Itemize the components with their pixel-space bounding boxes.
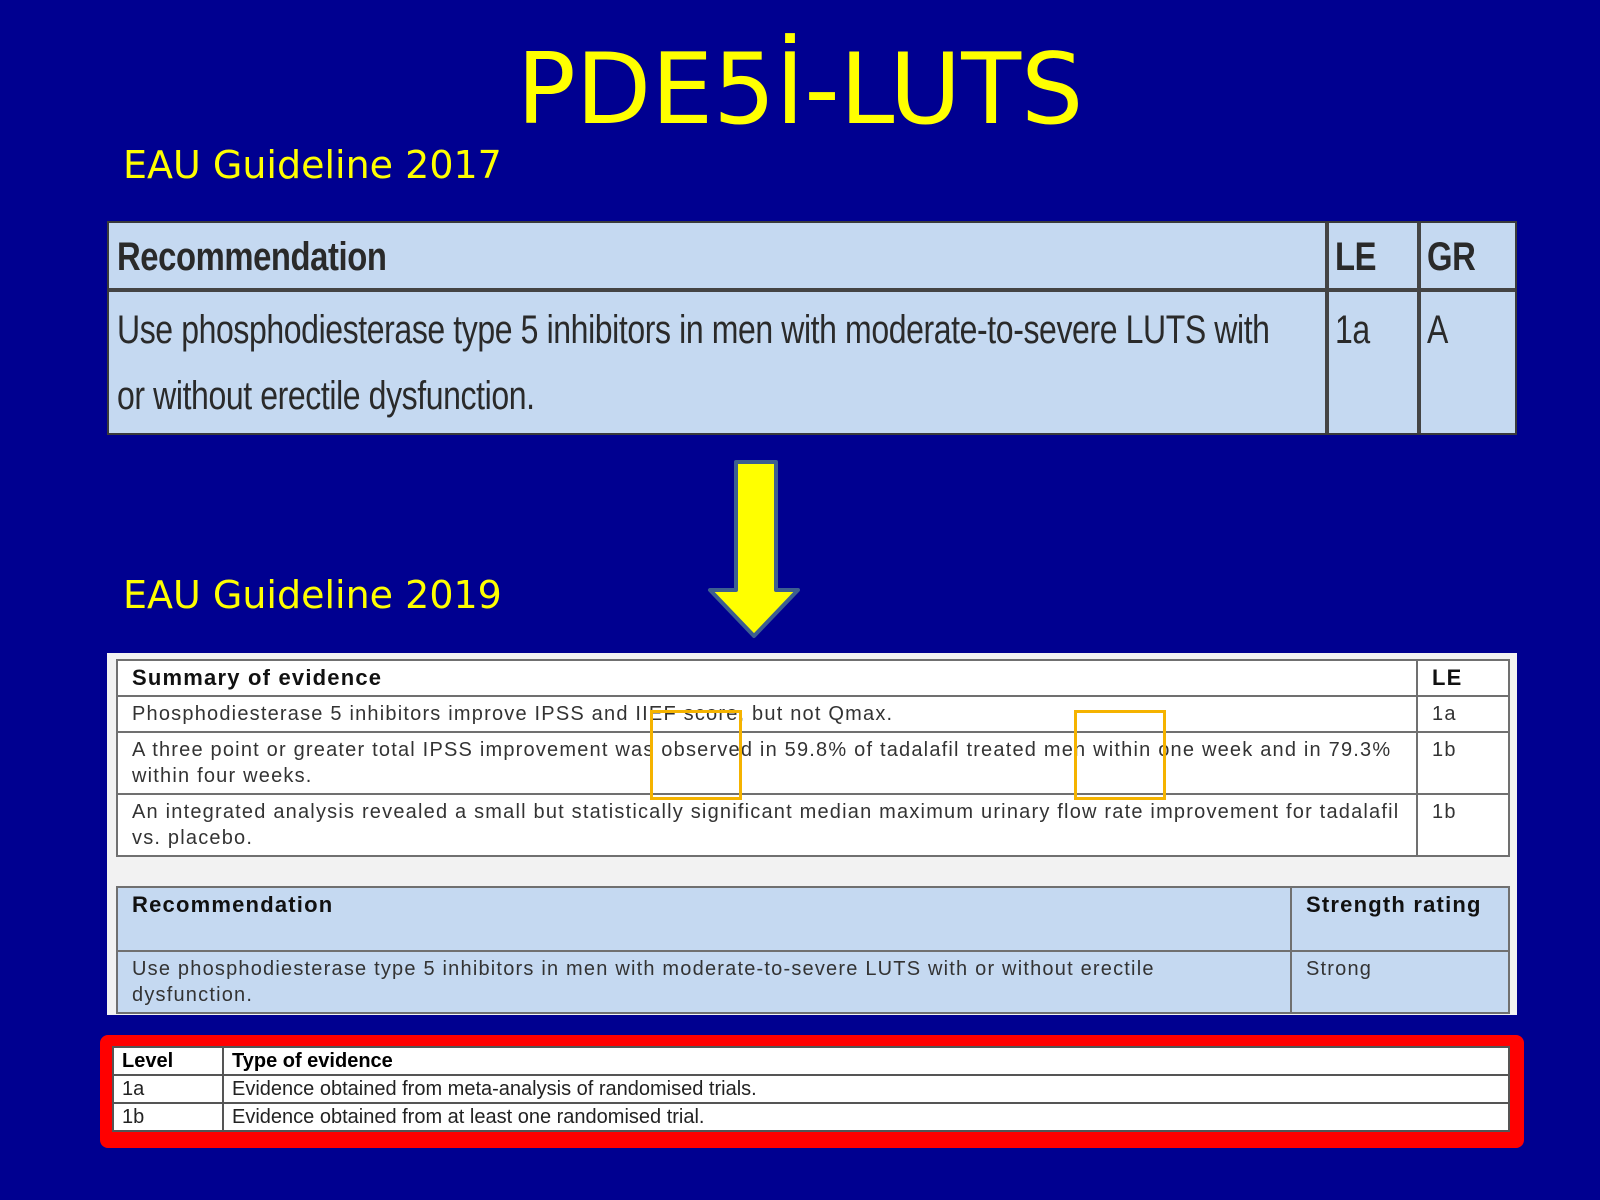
- gr-value: A: [1427, 308, 1448, 352]
- le-value: 1b: [1417, 732, 1509, 794]
- highlight-box: [650, 710, 742, 800]
- highlight-box: [1074, 710, 1166, 800]
- header-type-of-evidence: Type of evidence: [223, 1047, 1509, 1075]
- summary-text: An integrated analysis revealed a small but statistically significant median maximum urinary flow rate improvement for tadalafil vs. placebo.: [117, 794, 1417, 856]
- summary-text: Phosphodiesterase 5 inhibitors improve IPSS and IIEF score, but not Qmax.: [117, 696, 1417, 732]
- table-row: [113, 1103, 1509, 1131]
- strength-value: Strong: [1291, 951, 1509, 1013]
- recommendation-text: Use phosphodiesterase type 5 inhibitors in men with moderate-to-severe LUTS with or without erectile dysfunction.: [117, 951, 1291, 1013]
- table-divider: [1325, 223, 1329, 433]
- recommendation-text: Use phosphodiesterase type 5 inhibitors in men with moderate-to-severe LUTS with or without erectile dysfunction.: [117, 308, 1270, 418]
- slide-title: PDE5İ-LUTS: [516, 33, 1084, 147]
- header-recommendation: Recommendation: [117, 235, 387, 279]
- guideline-2019-panel: [107, 653, 1517, 1015]
- header-le: LE: [1417, 660, 1509, 696]
- header-strength-rating: Strength rating: [1291, 887, 1509, 951]
- level-value: 1a: [113, 1075, 223, 1103]
- level-value: 1b: [113, 1103, 223, 1131]
- evidence-levels-legend: [100, 1035, 1524, 1148]
- guideline-2019-label: EAU Guideline 2019: [123, 573, 502, 617]
- table-row: [113, 1075, 1509, 1103]
- evidence-type: Evidence obtained from at least one randomised trial.: [223, 1103, 1509, 1131]
- summary-text: A three point or greater total IPSS improvement was observed in 59.8% of tadalafil treated men within one week and in 79.3% within four weeks.: [117, 732, 1417, 794]
- le-value: 1a: [1335, 308, 1370, 352]
- table-header-row: [113, 1047, 1509, 1075]
- table-header-row: [117, 887, 1509, 951]
- le-value: 1a: [1417, 696, 1509, 732]
- evidence-levels-table: [112, 1046, 1510, 1132]
- table-header-row: [117, 660, 1509, 696]
- guideline-2017-table: [107, 221, 1517, 435]
- header-gr: GR: [1427, 235, 1476, 279]
- guideline-2017-label: EAU Guideline 2017: [123, 143, 502, 187]
- table-divider: [1417, 223, 1421, 433]
- recommendation-table: [116, 886, 1510, 1014]
- header-le: LE: [1335, 235, 1377, 279]
- summary-of-evidence-table: [116, 659, 1510, 857]
- table-row: [117, 732, 1509, 794]
- table-row: [117, 951, 1509, 1013]
- header-level: Level: [113, 1047, 223, 1075]
- down-arrow-icon: [706, 460, 802, 640]
- table-divider: [109, 288, 1515, 292]
- table-row: [117, 794, 1509, 856]
- table-row: [117, 696, 1509, 732]
- header-recommendation: Recommendation: [117, 887, 1291, 951]
- evidence-type: Evidence obtained from meta-analysis of randomised trials.: [223, 1075, 1509, 1103]
- header-summary: Summary of evidence: [117, 660, 1417, 696]
- le-value: 1b: [1417, 794, 1509, 856]
